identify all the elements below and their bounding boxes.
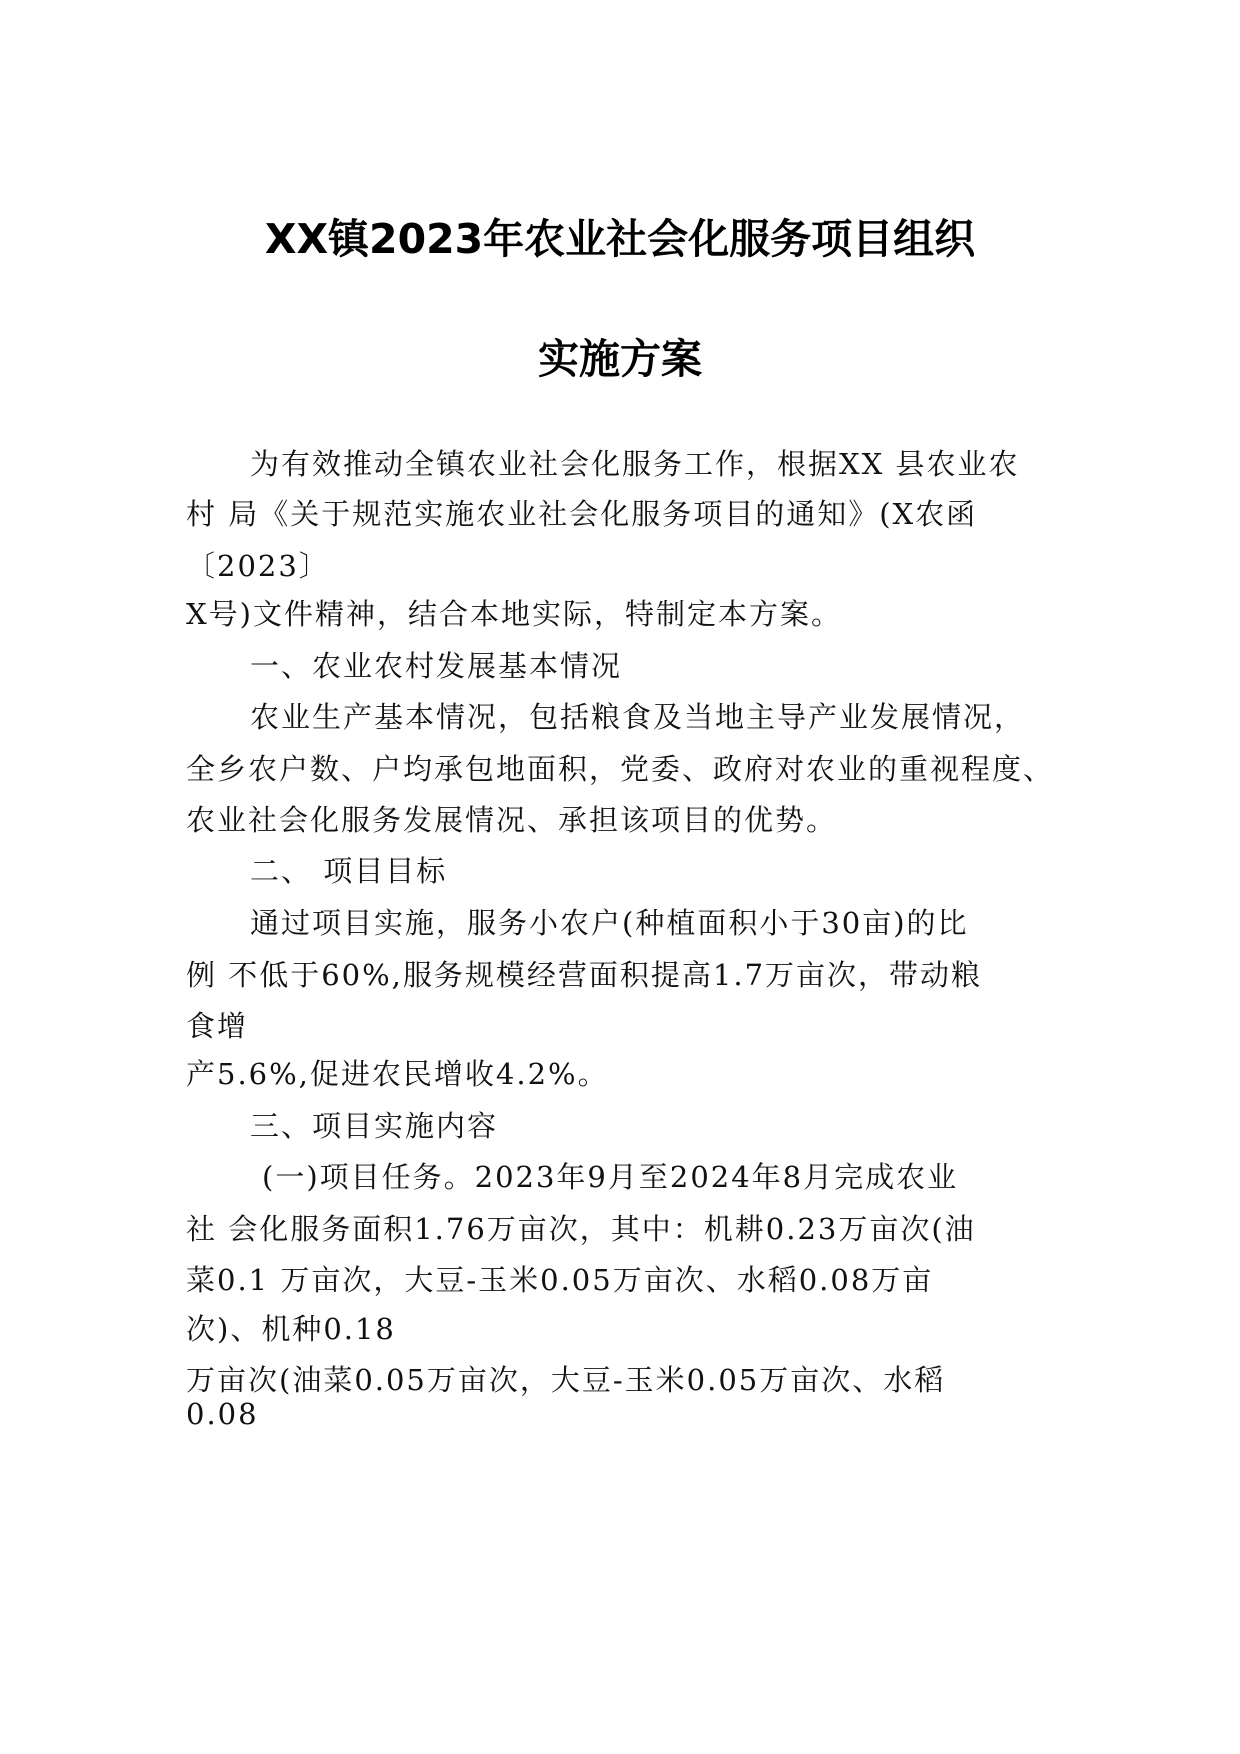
document-title-line-2: 实施方案 <box>538 335 702 383</box>
paragraph-section3-line-2: 社 会化服务面积1.76万亩次，其中：机耕0.23万亩次(油 <box>186 1212 976 1246</box>
paragraph-section3-line-5: 万亩次(油菜0.05万亩次，大豆-玉米0.05万亩次、水稻 <box>186 1363 946 1397</box>
paragraph-section3-line-6: 0.08 <box>186 1397 259 1431</box>
paragraph-intro-line-4: X号)文件精神，结合本地实际，特制定本方案。 <box>186 597 842 631</box>
paragraph-section3-line-1: (一)项目任务。2023年9月至2024年8月完成农业 <box>262 1160 959 1194</box>
section-heading-2: 二、 项目目标 <box>250 854 448 888</box>
paragraph-section3-line-3: 菜0.1 万亩次，大豆-玉米0.05万亩次、水稻0.08万亩 <box>186 1263 934 1297</box>
paragraph-intro-line-1: 为有效推动全镇农业社会化服务工作，根据XX 县农业农 <box>250 447 1020 481</box>
paragraph-section2-line-2: 例 不低于60%,服务规模经营面积提高1.7万亩次，带动粮 <box>186 958 983 992</box>
section-heading-3: 三、项目实施内容 <box>250 1109 499 1143</box>
section-heading-1: 一、农业农村发展基本情况 <box>250 649 623 683</box>
paragraph-section3-line-4: 次)、机种0.18 <box>186 1312 396 1346</box>
document-title-line-1: XX镇2023年农业社会化服务项目组织 <box>264 215 976 263</box>
paragraph-section2-line-3: 食增 <box>186 1009 249 1043</box>
paragraph-intro-line-3: 〔2023〕 <box>186 549 330 583</box>
paragraph-section1-line-2: 全乡农户数、户均承包地面积，党委、政府对农业的重视程度、 <box>186 752 1055 786</box>
paragraph-section1-line-1: 农业生产基本情况，包括粮食及当地主导产业发展情况， <box>250 700 1026 734</box>
paragraph-section2-line-1: 通过项目实施，服务小农户(种植面积小于30亩)的比 <box>250 906 969 940</box>
paragraph-intro-line-2: 村 局《关于规范实施农业社会化服务项目的通知》(X农函 <box>186 497 978 531</box>
paragraph-section1-line-3: 农业社会化服务发展情况、承担该项目的优势。 <box>186 803 838 837</box>
paragraph-section2-line-4: 产5.6%,促进农民增收4.2%。 <box>186 1057 609 1091</box>
